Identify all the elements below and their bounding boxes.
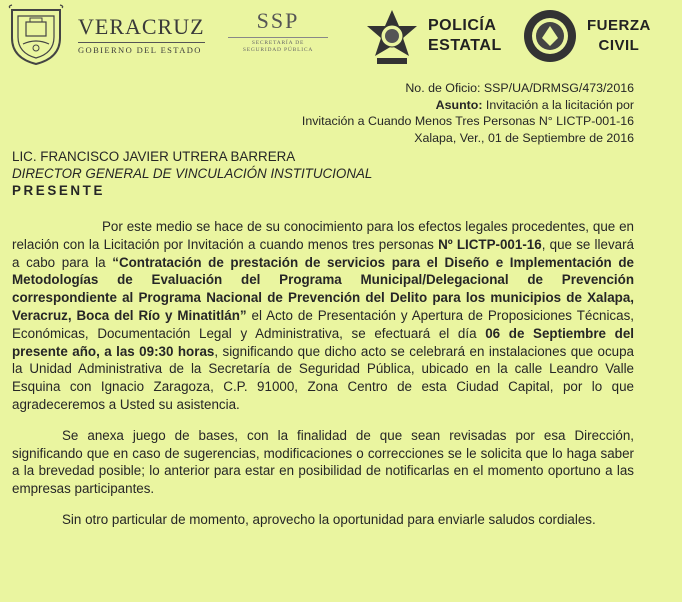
fuerza-line-2: CIVIL: [598, 37, 640, 54]
asunto-text: Invitación a la licitación por: [482, 97, 634, 112]
ssp-subtitle-1: SECRETARÍA DE: [251, 40, 305, 46]
paragraph-1: [12, 218, 634, 414]
police-star-badge-icon: [362, 8, 422, 66]
paragraph-2: Se anexa juego de bases, con la finalidad de que sean revisadas por esa Dirección, significando que en caso de sugerencias, modificaciones o correcciones se le solicita que lo haga saber a la brevedad posible; lo anterior para estar en posibilidad de notificarlas en el momento oportuno a las empresas participantes.: [12, 427, 634, 497]
state-name: VERACRUZ: [78, 14, 205, 39]
fuerza-civil-seal-icon: [522, 8, 578, 64]
letterhead: [0, 0, 682, 74]
p1-date-time: 06 de Septiembre del presente año, a las 09:30 horas: [12, 325, 634, 359]
state-subtitle: GOBIERNO DEL ESTADO: [78, 42, 205, 55]
p1-text-c: , que se llevará a cabo para la: [12, 236, 634, 270]
reference-block: [302, 80, 634, 146]
addressee-title: DIRECTOR GENERAL DE VINCULACIÓN INSTITUCIONAL: [12, 166, 373, 181]
policia-line-2: ESTATAL: [428, 37, 502, 54]
oficio-number: No. de Oficio: SSP/UA/DRMSG/473/2016: [405, 81, 634, 95]
ssp-name: SSP: [256, 8, 300, 33]
fuerza-line-1: FUERZA: [587, 17, 651, 34]
presente-label: PRESENTE: [12, 183, 105, 198]
fuerza-civil-logo: [587, 16, 651, 56]
veracruz-crest-icon: [8, 4, 64, 66]
ssp-divider: [228, 37, 328, 38]
policia-line-1: POLICÍA: [428, 17, 497, 34]
paragraph-3: Sin otro particular de momento, aprovecho la oportunidad para enviarle saludos cordiales.: [62, 511, 596, 527]
place-date: Xalapa, Ver., 01 de Septiembre de 2016: [414, 130, 634, 145]
addressee-name: LIC. FRANCISCO JAVIER UTRERA BARRERA: [12, 149, 296, 164]
p1-bid-number: Nº LICTP-001-16: [438, 236, 542, 252]
addressee-block: [12, 148, 372, 199]
veracruz-logo: [78, 14, 205, 55]
asunto-line: [302, 97, 634, 114]
ssp-subtitle-2: SEGURIDAD PÚBLICA: [242, 47, 314, 53]
policia-estatal-logo: [428, 16, 502, 56]
p1-text-g: , significando que dicho acto se celebrará en instalaciones que ocupa la Unidad Administrativa de la Secretaría de Seguridad Pública, ubicado en la calle Leandro Valle Esquina con Ignacio Zaragoza, C.P. 91000, Zona Centro de esta Ciudad Capital, por lo que agradeceremos a Usted su asistencia.: [12, 343, 634, 412]
ssp-logo: [228, 8, 328, 54]
asunto-label: Asunto:: [435, 97, 483, 112]
asunto-line-2: Invitación a Cuando Menos Tres Personas N° LICTP-001-16: [301, 114, 634, 128]
letter-body: [12, 218, 634, 542]
p1-text-e: el Acto de Presentación y Apertura de Proposiciones Técnicas, Económicas, Documentación Legal y Administrativa, se efectuará el día: [12, 307, 634, 341]
p1-service-title: “Contratación de prestación de servicios para el Diseño e Implementación de Metodologías de Evaluación del Programa Municipal/Delegacional de Prevención correspondiente al Programa Nacional de Prevención del Delito para los municipios de Xalapa, Veracruz, Boca del Río y Minatitlán”: [12, 254, 634, 323]
p1-text-a: Por este medio se hace de su conocimiento para los efectos legales procedentes, que en relación con la Licitación por Invitación a cuando menos tres personas: [12, 219, 634, 252]
